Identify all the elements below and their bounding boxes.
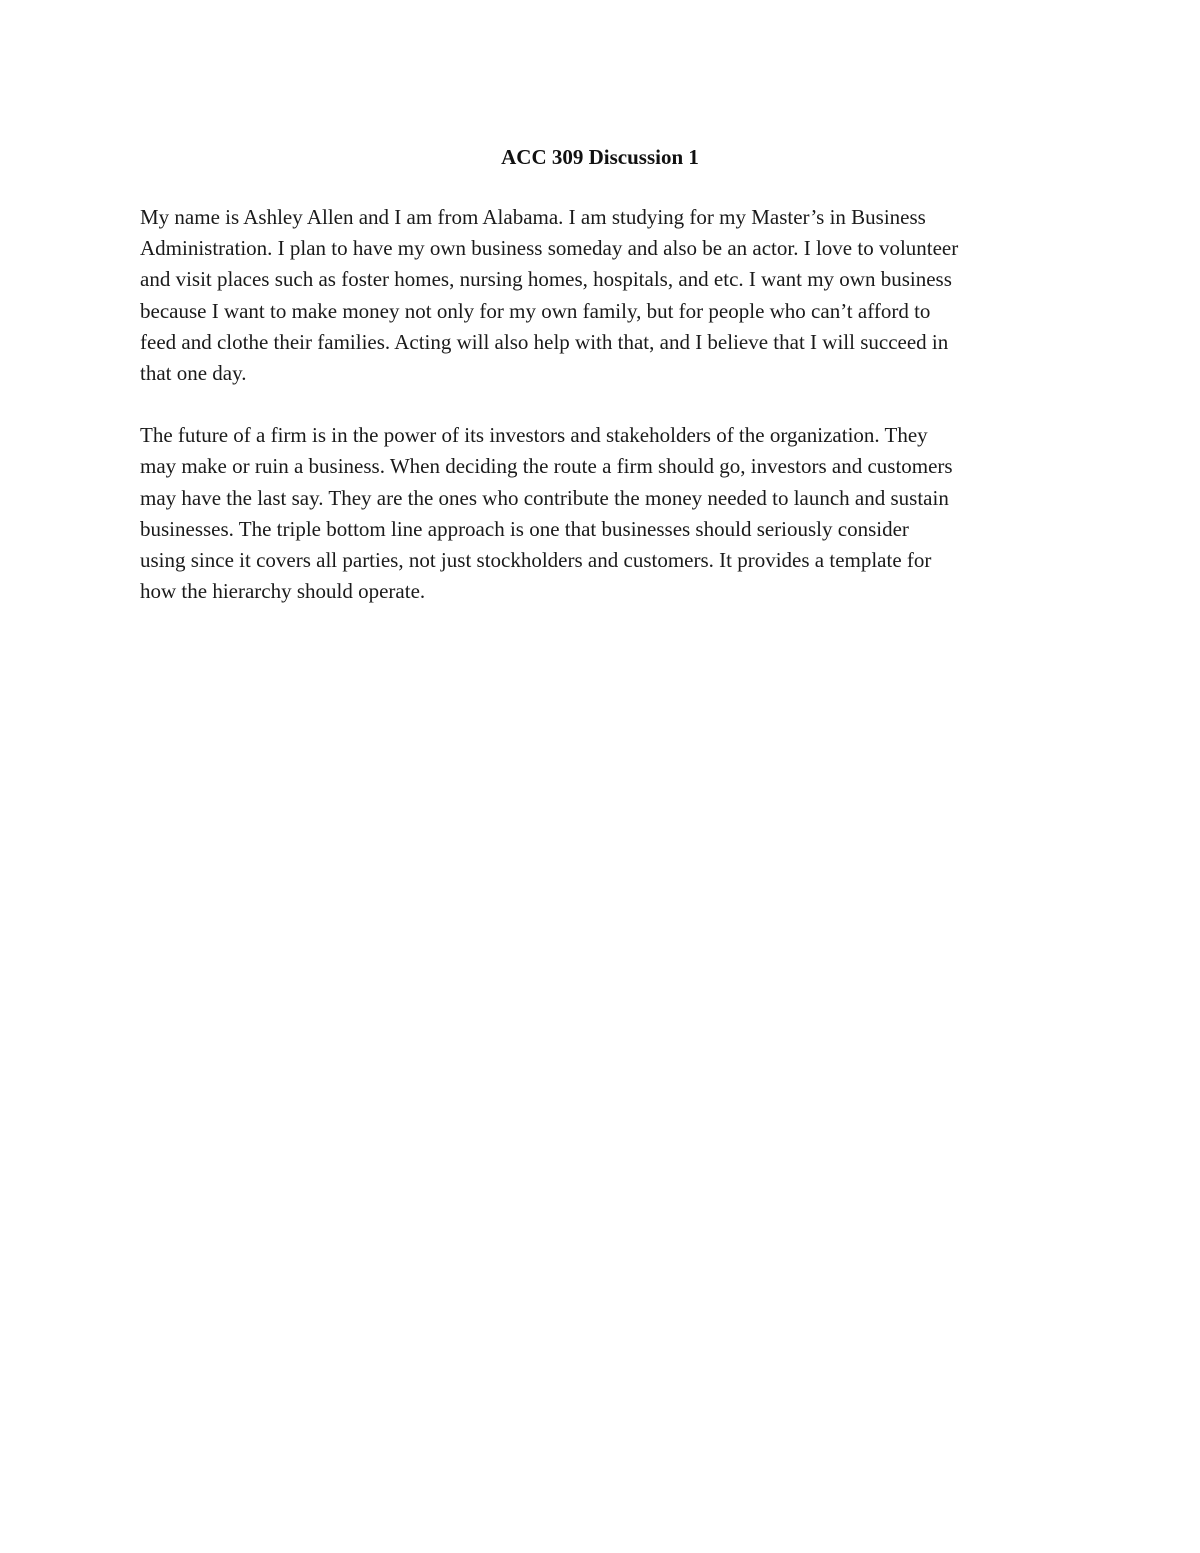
text-line: The future of a firm is in the power of its investors and stakeholders of the organization. They: [140, 423, 928, 448]
paragraph-discussion: [140, 420, 1070, 607]
document-body: [140, 202, 1070, 638]
text-line: businesses. The triple bottom line approach is one that businesses should seriously consider: [140, 516, 909, 541]
text-line: Administration. I plan to have my own business someday and also be an actor. I love to volunteer: [140, 236, 959, 261]
text-line: My name is Ashley Allen and I am from Alabama. I am studying for my Master’s in Business: [140, 205, 926, 229]
text-line: how the hierarchy should operate.: [140, 579, 426, 604]
text-line: using since it covers all parties, not just stockholders and customers. It provides a template for: [140, 548, 932, 573]
text-line: feed and clothe their families. Acting will also help with that, and I believe that I will succeed in: [140, 329, 949, 354]
text-line: because I want to make money not only for my own family, but for people who can’t afford to: [140, 298, 931, 323]
document-title: ACC 309 Discussion 1: [501, 145, 699, 169]
text-line: may make or ruin a business. When deciding the route a firm should go, investors and customers: [140, 454, 953, 479]
text-line: may have the last say. They are the ones who contribute the money needed to launch and sustain: [140, 485, 949, 510]
text-line: and visit places such as foster homes, nursing homes, hospitals, and etc. I want my own business: [140, 267, 952, 292]
paragraph-introduction: [140, 202, 1070, 389]
text-line: that one day.: [140, 361, 247, 386]
